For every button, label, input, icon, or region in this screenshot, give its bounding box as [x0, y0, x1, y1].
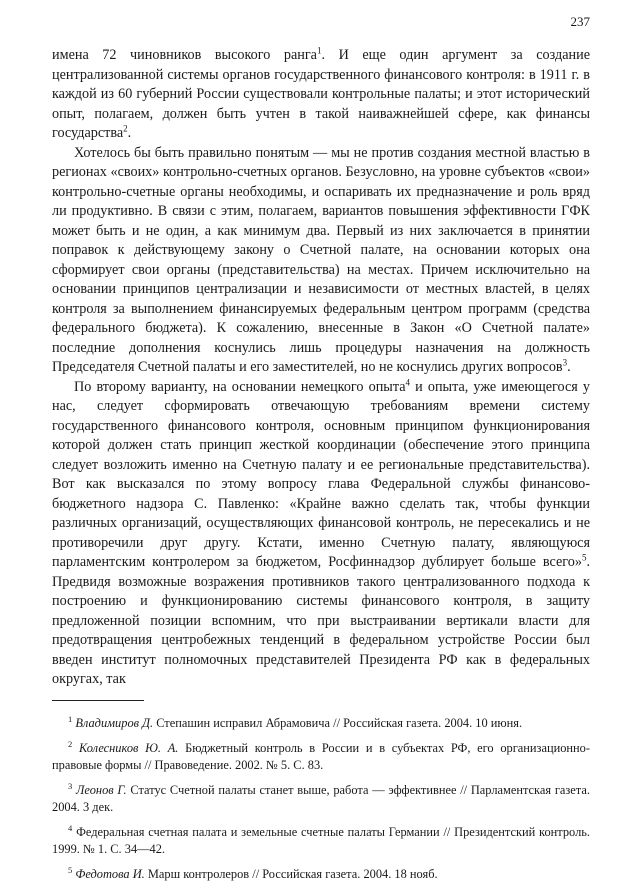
footnote-ref-2[interactable]: 2 — [123, 123, 128, 134]
paragraph-3: По второму варианту, на основании немецкого опыта$^4$ и опыта, уже имеющегося у нас, следует сформировать отвечающую требованиям времени систему государственного финансового контроля, основным принципом функционирования которой должен стать принцип жесткой координации (обеспечение этого принципа следует возложить именно на Счетную палату и ее региональные представительства). Вот как высказался по этому вопросу глава Федеральной службы финансово-бюджетного надзора С. Павленко: «Крайне важно сделать так, чтобы функции различных организаций, осуществляющих финансовой контроль, не пересекались и не противоречили друг другу. Кстати, именно Счетную палату, являющуюся парламентским контролером за бюджетом, Росфиннадзор дублирует больше всего»$^5$. Предвидя возможные возражения противников такого централизованного подхода к построению и функционированию системы финансового контроля, в защиту предложенной позиции вспомним, что при выстраивании вертикали власти для предотвращения центробежных тенденций в федеральном устройстве России был введен институт полномочных представителей Президента РФ как в федеральных округах, так — [52, 376, 590, 687]
footnote-ref-5[interactable]: 5 — [581, 552, 587, 563]
paragraph-2: Хотелось бы быть правильно понятым — мы не против создания местной властью в регионах «своих» контрольно-счетных органов. Безусловно, на уровне субъектов «свои» контрольно-счетные органы необходимы, и оспаривать их предназначение и роль вряд ли продуктивно. В связи с этим, полагаем, вариантов повышения эффективности ГФК может быть и не один, а как минимум два. Первый из них заключается в принятии поправок к действующему закону о Счетной палате, на основании которых она сформирует свои органы (представительства) на местах. Причем исключительно на основании принципов централизации и независимости от местных властей, в целях контроля за выполнением финансируемых федеральным центром программ (средства федерального бюджета). К сожалению, внесенные в Закон «О Счетной палате» последние дополнения коснулись лишь процедуры назначения на должность Председателя Счетной палаты и его заместителей, но не коснулись других вопросов$^3$. — [52, 144, 590, 375]
footnote-4: $^4$ Федеральная счетная палата и земельные счетные палаты Германии // Президентский контроль. 1999. № 1. С. 34—42. — [52, 822, 590, 856]
footnote-divider — [52, 700, 144, 701]
footnotes — [52, 715, 590, 883]
main-text — [52, 46, 590, 690]
footnote-1: $^1$ Владимиров Д. Степашин исправил Абрамовича // Российская газета. 2004. 10 июня. — [68, 713, 523, 730]
footnote-3: $^3$ Леонов Г. Статус Счетной палаты станет выше, работа — эффективнее // Парламентская газета. 2004. 3 дек. — [52, 780, 590, 814]
footnote-2: $^2$ Колесников Ю. А. Бюджетный контроль в России и в субъектах РФ, его организационно-правовые формы // Правоведение. 2002. № 5. С. 83. — [52, 738, 590, 772]
paragraph-1: имена 72 чиновников высокого ранга$^1$. И еще один аргумент за создание централизованной системы органов государственного финансового контроля: в 1911 г. в каждой из 60 губерний России существовали контрольные палаты; и этот исторический опыт, полагаем, должен быть учтен в такой наиважнейшей сфере, как финансы государства$^2$. — [52, 45, 590, 141]
footnote-ref-4[interactable]: 4 — [405, 376, 411, 387]
footnote-5: $^5$ Федотова И. Марш контролеров // Российская газета. 2004. 18 нояб. — [68, 864, 438, 881]
page-number: 237 — [570, 14, 590, 29]
footnote-ref-1[interactable]: 1 — [316, 45, 322, 56]
footnote-ref-3[interactable]: 3 — [562, 357, 568, 368]
